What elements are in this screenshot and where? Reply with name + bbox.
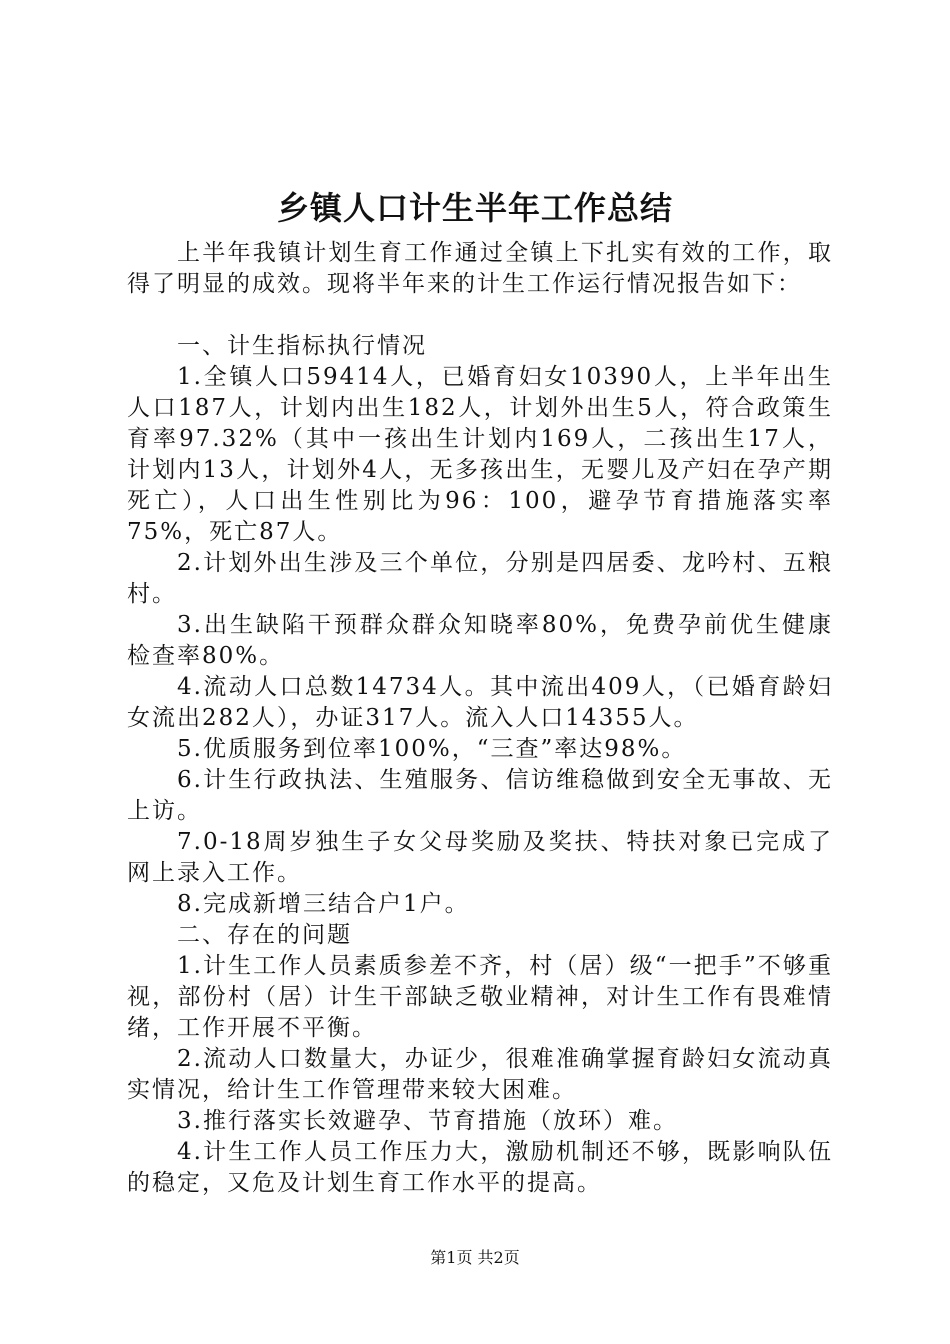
list-item-2-1: 1.计生工作人员素质参差不齐，村（居）级“一把手”不够重视，部份村（居）计生干部缺乏敬业精神，对计生工作有畏难情绪，工作开展不平衡。 (127, 953, 833, 1041)
list-item-1-3: 3.出生缺陷干预群众群众知晓率80%，免费孕前优生健康检查率80%。 (127, 612, 833, 669)
document-body (127, 238, 833, 1199)
page-number-footer: 第1页 共2页 (430, 1248, 520, 1267)
list-item-2-4: 4.计生工作人员工作压力大，激励机制还不够，既影响队伍的稳定，又危及计划生育工作水平的提高。 (127, 1139, 833, 1196)
list-item-2-3: 3.推行落实长效避孕、节育措施（放环）难。 (177, 1108, 678, 1134)
section-heading-2: 二、存在的问题 (177, 922, 352, 948)
list-item-1-1: 1.全镇人口59414人，已婚育妇女10390人，上半年出生人口187人，计划内出生182人，计划外出生5人，符合政策生育率97.32%（其中一孩出生计划内169人，二孩出生17人，计划内13人，计划外4人，无多孩出生，无婴儿及产妇在孕产期死亡），人口出生性别比为96：100，避孕节育措施落实率75%，死亡87人。 (127, 364, 833, 545)
paragraph-spacer (127, 300, 833, 331)
list-item-1-8: 8.完成新增三结合户1户。 (177, 891, 470, 917)
section-heading-1: 一、计生指标执行情况 (177, 333, 427, 359)
list-item-1-2: 2.计划外出生涉及三个单位，分别是四居委、龙吟村、五粮村。 (127, 550, 833, 607)
list-item-1-7: 7.0-18周岁独生子女父母奖励及奖扶、特扶对象已完成了网上录入工作。 (127, 829, 833, 886)
document-title: 乡镇人口计生半年工作总结 (276, 189, 673, 227)
list-item-1-4: 4.流动人口总数14734人。其中流出409人，（已婚育龄妇女流出282人），办证317人。流入人口14355人。 (127, 674, 833, 731)
list-item-1-6: 6.计生行政执法、生殖服务、信访维稳做到安全无事故、无上访。 (127, 767, 833, 824)
intro-paragraph: 上半年我镇计划生育工作通过全镇上下扎实有效的工作，取得了明显的成效。现将半年来的计生工作运行情况报告如下： (127, 240, 833, 297)
list-item-2-2: 2.流动人口数量大，办证少，很难准确掌握育龄妇女流动真实情况，给计生工作管理带来较大困难。 (127, 1046, 833, 1103)
list-item-1-5: 5.优质服务到位率100%，“三查”率达98%。 (177, 736, 687, 762)
